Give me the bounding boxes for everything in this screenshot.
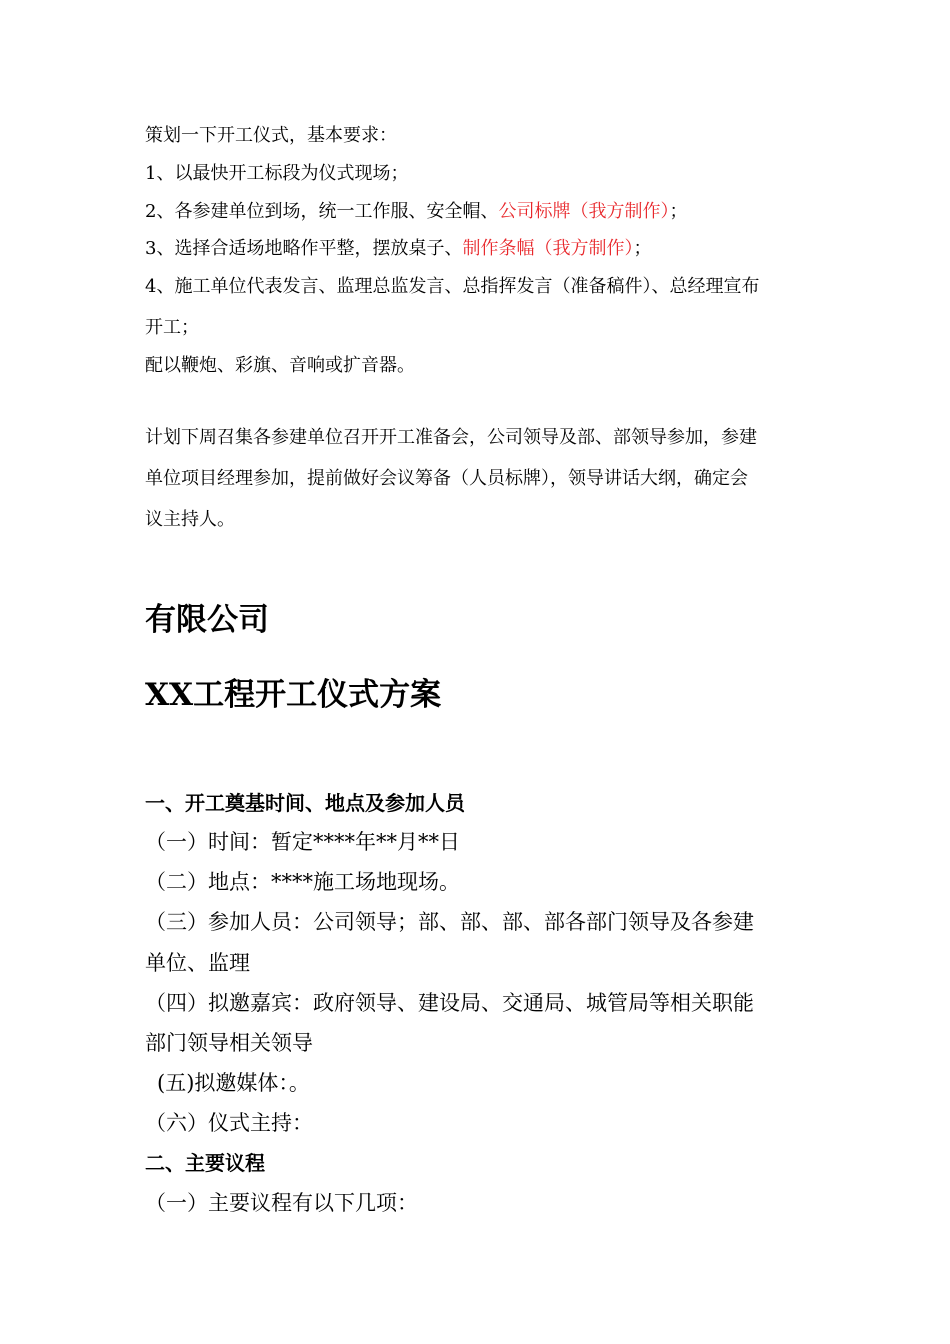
section-1-guests-line-1: （四）拟邀嘉宾：政府领导、建设局、交通局、城管局等相关职能 bbox=[145, 991, 754, 1015]
requirement-2-text: 2、各参建单位到场，统一工作服、安全帽、 bbox=[145, 201, 499, 222]
company-name: 有限公司 bbox=[145, 602, 269, 638]
section-2-heading: 二、主要议程 bbox=[145, 1151, 265, 1175]
section-1-time: （一）时间：暂定****年**月**日 bbox=[145, 830, 460, 854]
section-1-media: (五)拟邀媒体：。 bbox=[157, 1071, 310, 1095]
section-1-attendees-line-1: （三）参加人员：公司领导；部、部、部、部各部门领导及各参建 bbox=[145, 910, 754, 934]
document-title: XX工程开工仪式方案 bbox=[145, 677, 442, 713]
meeting-line-2: 单位项目经理参加，提前做好会议筹备（人员标牌），领导讲话大纲，确定会 bbox=[145, 468, 748, 489]
meeting-line-3: 议主持人。 bbox=[145, 509, 235, 530]
section-1-guests-line-2: 部门领导相关领导 bbox=[145, 1031, 313, 1055]
section-1-host: （六）仪式主持： bbox=[145, 1111, 313, 1135]
requirement-2-end: ； bbox=[669, 201, 688, 222]
requirement-3 bbox=[145, 237, 651, 261]
section-1-attendees-line-2: 单位、监理 bbox=[145, 951, 250, 975]
section-1-heading: 一、开工奠基时间、地点及参加人员 bbox=[145, 791, 465, 815]
plan-title: 策划一下开工仪式，基本要求： bbox=[145, 125, 397, 146]
requirement-3-end: ； bbox=[633, 238, 652, 259]
meeting-line-1: 计划下周召集各参建单位召开开工准备会，公司领导及部、部领导参加，参建 bbox=[145, 427, 757, 448]
requirement-4-line-1: 4、施工单位代表发言、监理总监发言、总指挥发言（准备稿件）、总经理宣布 bbox=[145, 276, 760, 297]
requirement-2-highlight: 公司标牌（我方制作） bbox=[498, 201, 670, 222]
requirement-3-highlight: 制作条幅（我方制作） bbox=[462, 238, 634, 259]
requirement-4-line-2: 开工； bbox=[145, 317, 199, 338]
section-1-place: （二）地点：****施工场地现场。 bbox=[145, 870, 460, 894]
extras-line: 配以鞭炮、彩旗、音响或扩音器。 bbox=[145, 355, 415, 376]
requirement-2 bbox=[145, 200, 687, 224]
requirement-1: 1、以最快开工标段为仪式现场； bbox=[145, 163, 409, 184]
section-2-intro: （一）主要议程有以下几项： bbox=[145, 1191, 418, 1215]
requirement-3-text: 3、选择合适场地略作平整，摆放桌子、 bbox=[145, 238, 463, 259]
